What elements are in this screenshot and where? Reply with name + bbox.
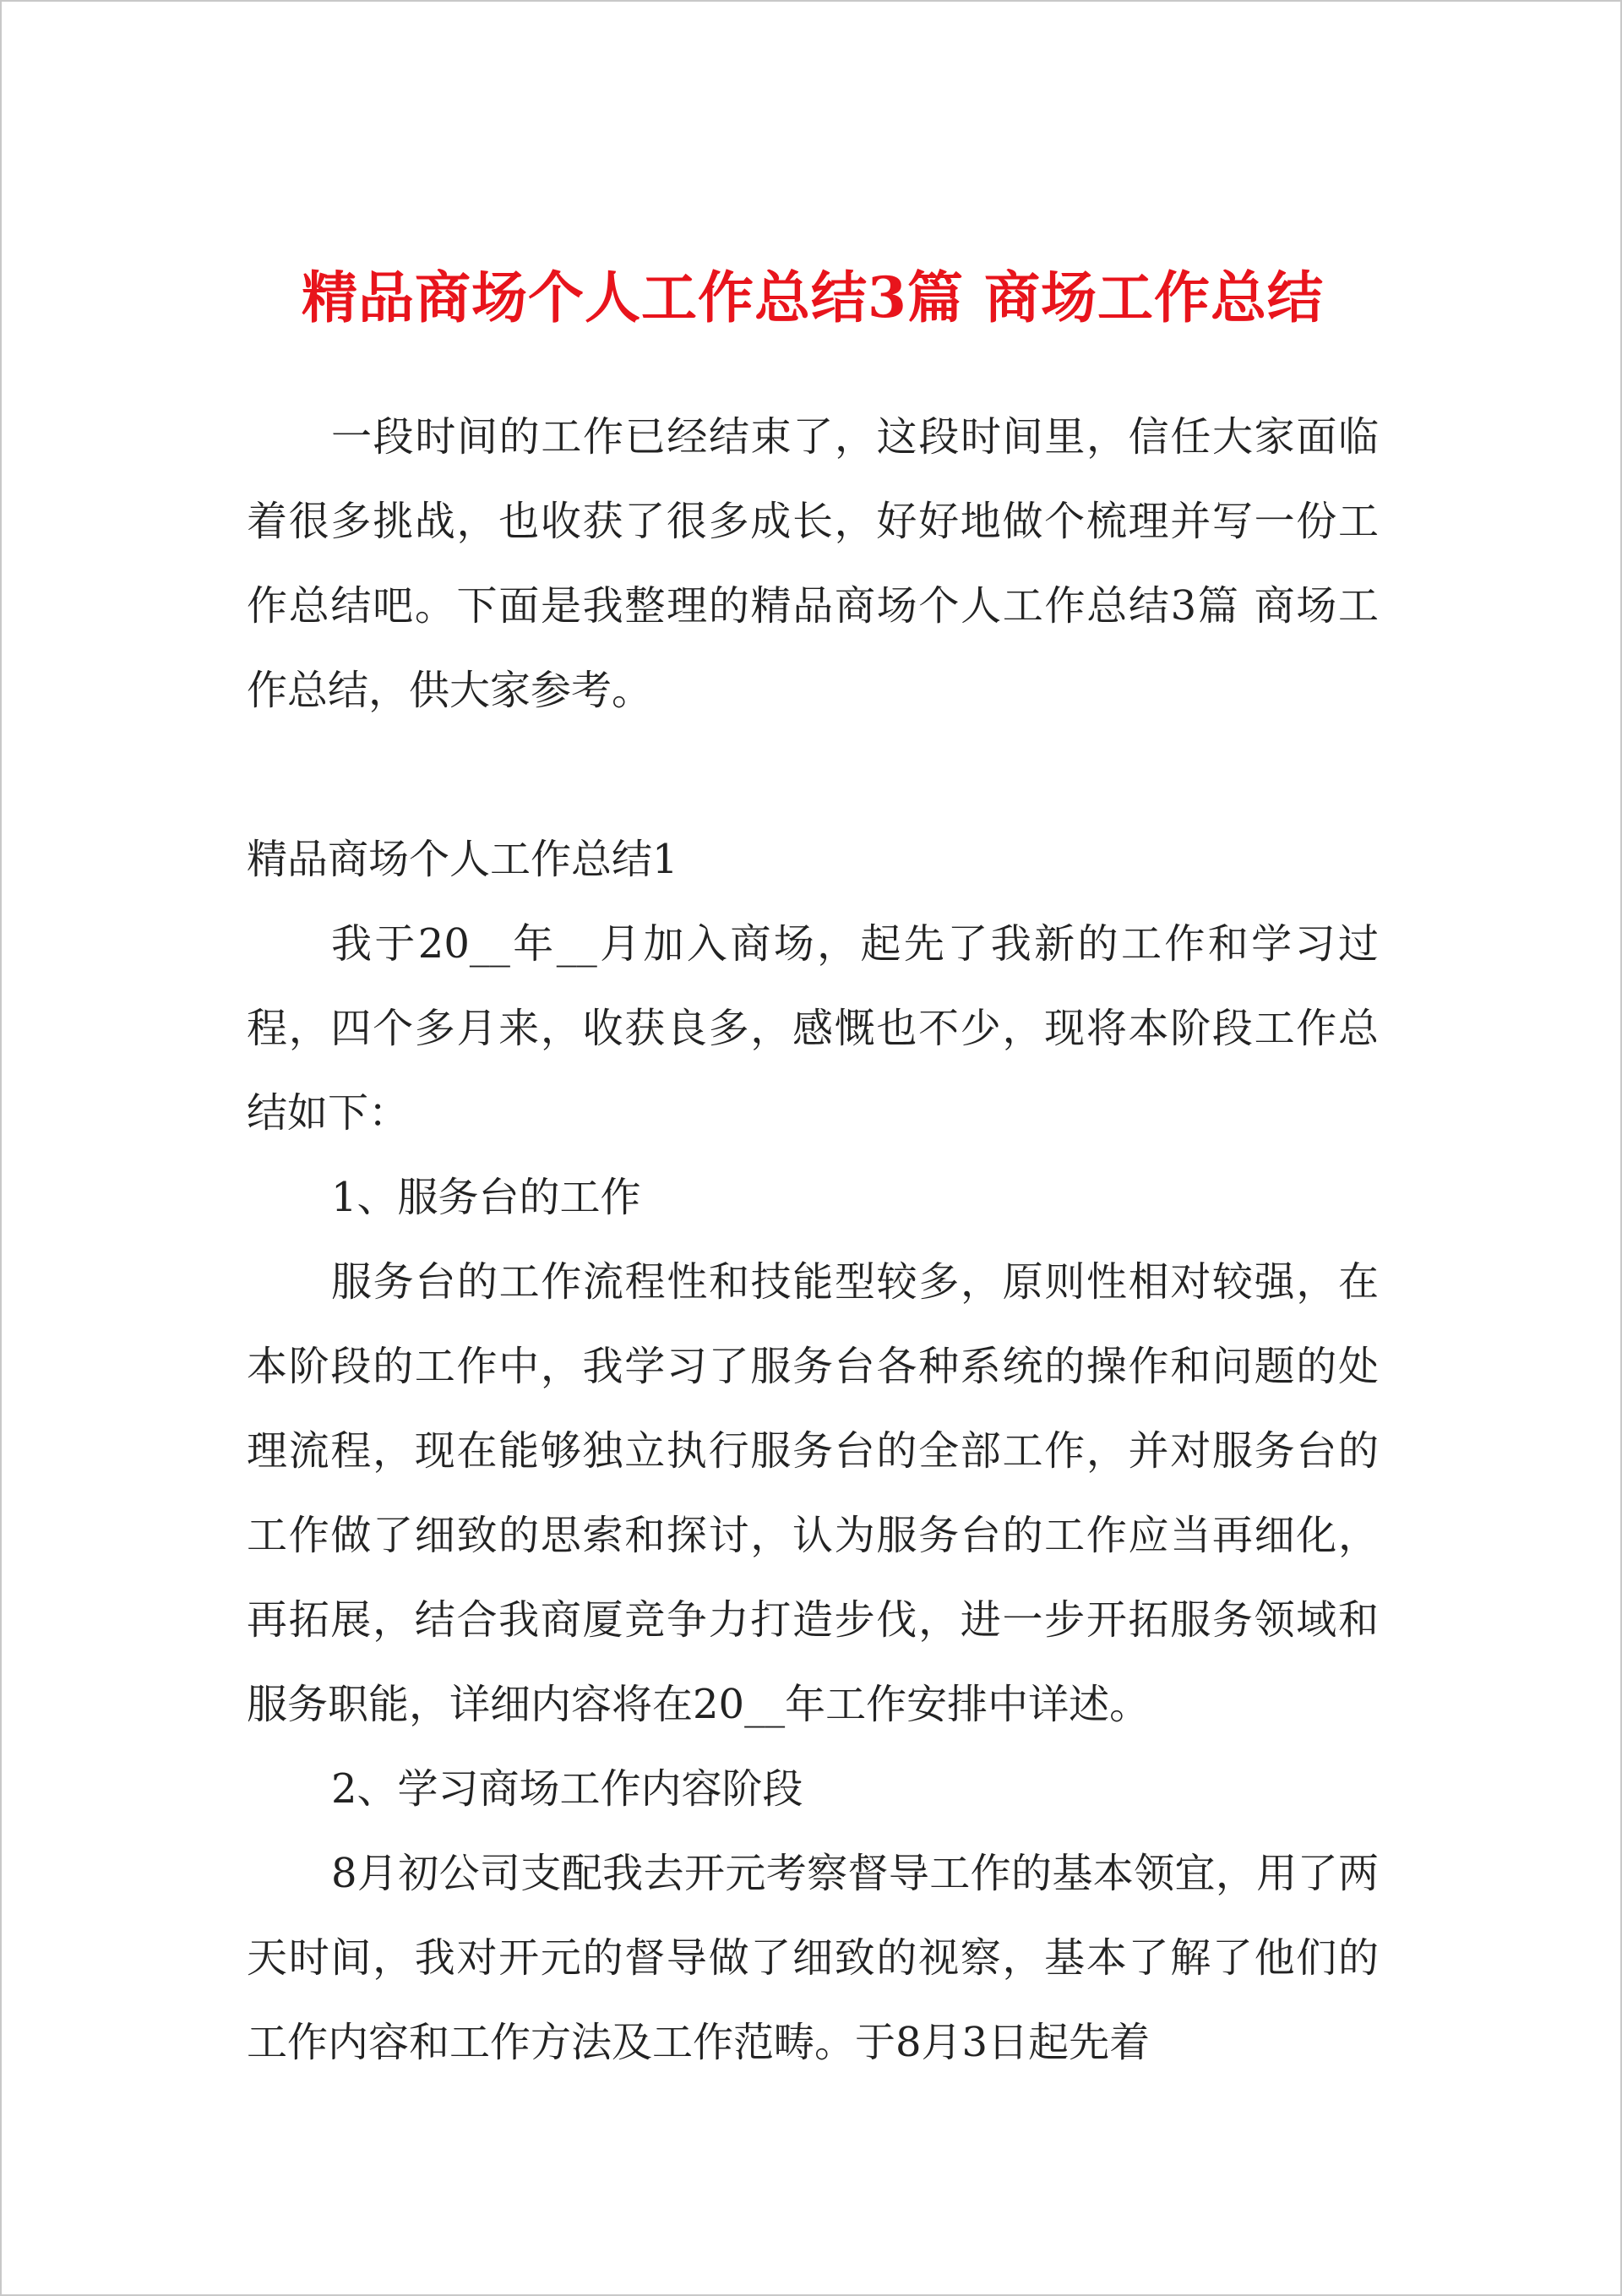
document-title: 精品商场个人工作总结3篇 商场工作总结 [302, 265, 1324, 330]
item-2-heading: 2、学习商场工作内容阶段 [331, 1765, 803, 1813]
intro-paragraph: 一段时间的工作已经结束了，这段时间里，信任大家面临着很多挑战，也收获了很多成长，好好地做个梳理并写一份工作总结吧。下面是我整理的精品商场个人工作总结3篇 商场工作总结，供大家参考。 [247, 413, 1379, 714]
item-1-paragraph: 服务台的工作流程性和技能型较多，原则性相对较强，在本阶段的工作中，我学习了服务台各种系统的操作和问题的处理流程，现在能够独立执行服务台的全部工作，并对服务台的工作做了细致的思索和探讨，认为服务台的工作应当再细化，再拓展，结合我商厦竞争力打造步伐，进一步开拓服务领域和服务职能，详细内容将在20__年工作安排中详述。 [247, 1258, 1379, 1728]
item-1-heading: 1、服务台的工作 [331, 1174, 641, 1221]
item-2-paragraph: 8月初公司支配我去开元考察督导工作的基本领宜，用了两天时间，我对开元的督导做了细致的视察，基本了解了他们的工作内容和工作方法及工作范畴。于8月3日起先着 [247, 1850, 1379, 2066]
section-1-heading: 精品商场个人工作总结1 [247, 836, 678, 883]
section-1-paragraph-1: 我于20__年__月加入商场，起先了我新的工作和学习过程，四个多月来，收获良多，感慨也不少，现将本阶段工作总结如下： [247, 920, 1379, 1137]
